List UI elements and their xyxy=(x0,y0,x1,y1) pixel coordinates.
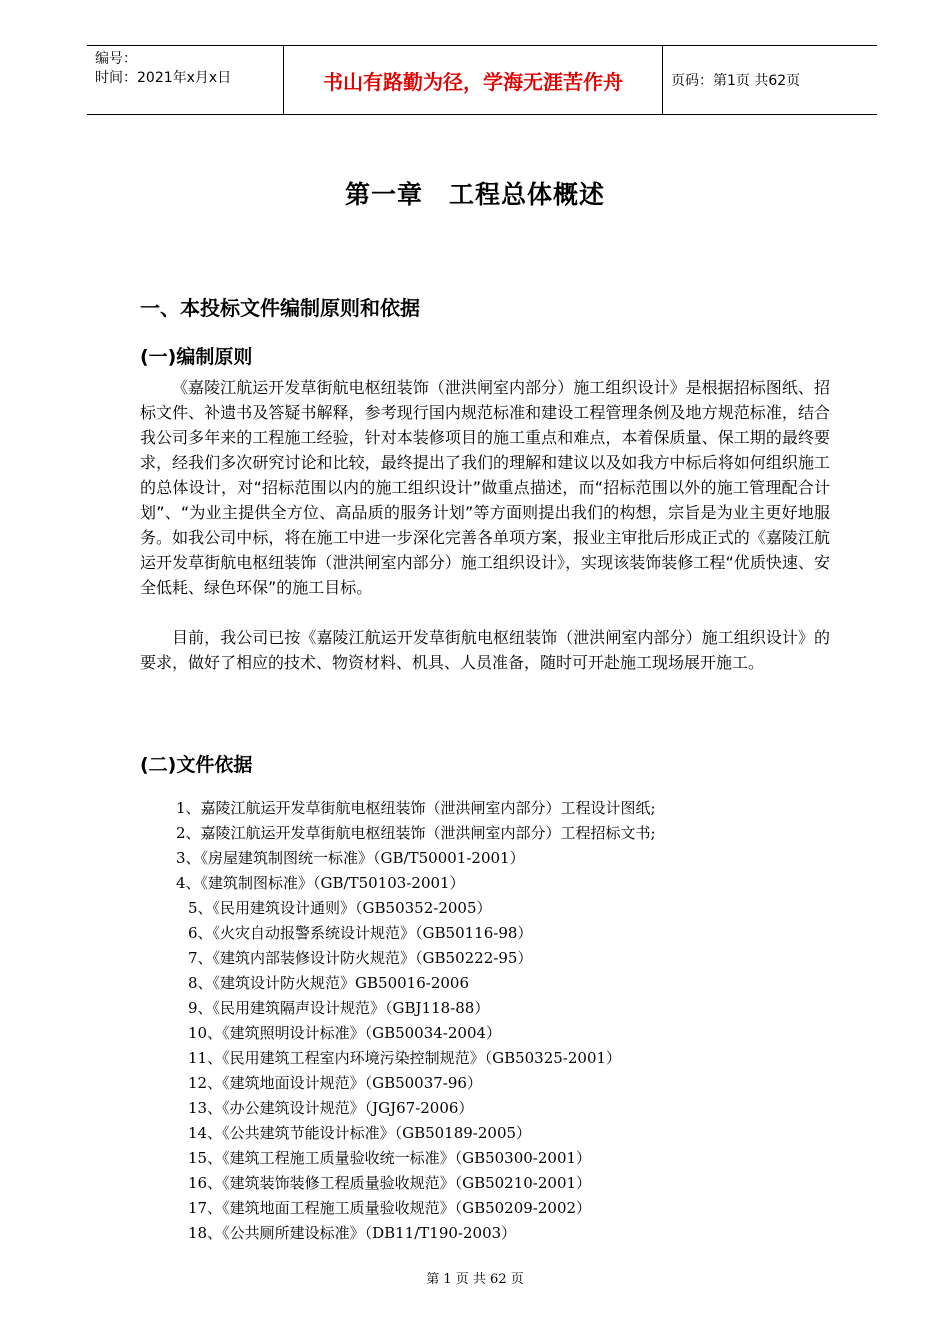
reference-item: 9、《民用建筑隔声设计规范》（GBJ118-88） xyxy=(188,999,490,1017)
page-header xyxy=(87,45,877,115)
header-motto: 书山有路勤为径，学海无涯苦作舟 xyxy=(283,46,663,114)
chapter-name: 工程总体概述 xyxy=(449,180,606,209)
reference-item: 14、《公共建筑节能设计标准》（GB50189-2005） xyxy=(188,1124,532,1142)
reference-item: 8、《建筑设计防火规范》GB50016-2006 xyxy=(188,974,470,992)
section-1-title: 一、本投标文件编制原则和依据 xyxy=(140,296,420,320)
subsection-1-title: (一)编制原则 xyxy=(140,346,253,368)
reference-item: 10、《建筑照明设计标准》（GB50034-2004） xyxy=(188,1024,502,1042)
reference-item: 4、《建筑制图标准》（GB/T50103-2001） xyxy=(176,874,465,892)
reference-item: 6、《火灾自动报警系统设计规范》（GB50116-98） xyxy=(188,924,533,942)
header-left xyxy=(95,50,231,88)
reference-item: 13、《办公建筑设计规范》（JGJ67-2006） xyxy=(188,1099,474,1117)
reference-item: 5、《民用建筑设计通则》（GB50352-2005） xyxy=(188,899,492,917)
reference-item: 11、《民用建筑工程室内环境污染控制规范》（GB50325-2001） xyxy=(188,1049,622,1067)
serial-label: 编号： xyxy=(95,51,137,67)
reference-item: 3、《房屋建筑制图统一标准》（GB/T50001-2001） xyxy=(176,849,525,867)
reference-list xyxy=(176,796,656,1246)
chapter-number: 第一章 xyxy=(344,180,423,209)
subsection-2-title: (二)文件依据 xyxy=(140,754,253,776)
reference-item: 18、《公共厕所建设标准》（DB11/T190-2003） xyxy=(188,1224,517,1242)
chapter-title xyxy=(0,175,950,211)
reference-item: 2、嘉陵江航运开发草街航电枢纽装饰（泄洪闸室内部分）工程招标文书; xyxy=(176,824,656,842)
header-page-info: 页码：第1页 共62页 xyxy=(671,73,801,89)
paragraph-2: 目前，我公司已按《嘉陵江航运开发草街航电枢纽装饰（泄洪闸室内部分）施工组织设计》的要求，做好了相应的技术、物资材料、机具、人员准备，随时可开赴施工现场展开施工。 xyxy=(140,628,830,672)
reference-item: 16、《建筑装饰装修工程质量验收规范》（GB50210-2001） xyxy=(188,1174,592,1192)
reference-item: 7、《建筑内部装修设计防火规范》（GB50222-95） xyxy=(188,949,533,967)
reference-item: 17、《建筑地面工程施工质量验收规范》（GB50209-2002） xyxy=(188,1199,592,1217)
reference-item: 15、《建筑工程施工质量验收统一标准》（GB50300-2001） xyxy=(188,1149,592,1167)
reference-item: 12、《建筑地面设计规范》（GB50037-96） xyxy=(188,1074,482,1092)
paragraph-1: 《嘉陵江航运开发草街航电枢纽装饰（泄洪闸室内部分）施工组织设计》是根据招标图纸、招标文件、补遗书及答疑书解释，参考现行国内规范标准和建设工程管理条例及地方规范标准，结合我公司多年来的工程施工经验，针对本装修项目的施工重点和难点，本着保质量、保工期的最终要求，经我们多次研究讨论和比较，最终提出了我们的理解和建议以及如我方中标后将如何组织施工的总体设计，对“招标范围以内的施工组织设计”做重点描述，而“招标范围以外的施工管理配合计划”、“为业主提供全方位、高品质的服务计划”等方面则提出我们的构想，宗旨是为业主更好地服务。如我公司中标，将在施工中进一步深化完善各单项方案，报业主审批后形成正式的《嘉陵江航运开发草街航电枢纽装饰（泄洪闸室内部分）施工组织设计》，实现该装饰装修工程“优质快速、安全低耗、绿色环保”的施工目标。 xyxy=(140,378,830,597)
page-footer: 第 1 页 共 62 页 xyxy=(426,1272,524,1287)
reference-item: 1、嘉陵江航运开发草街航电枢纽装饰（泄洪闸室内部分）工程设计图纸; xyxy=(176,799,656,817)
time-label: 时间：2021年x月x日 xyxy=(95,70,232,86)
